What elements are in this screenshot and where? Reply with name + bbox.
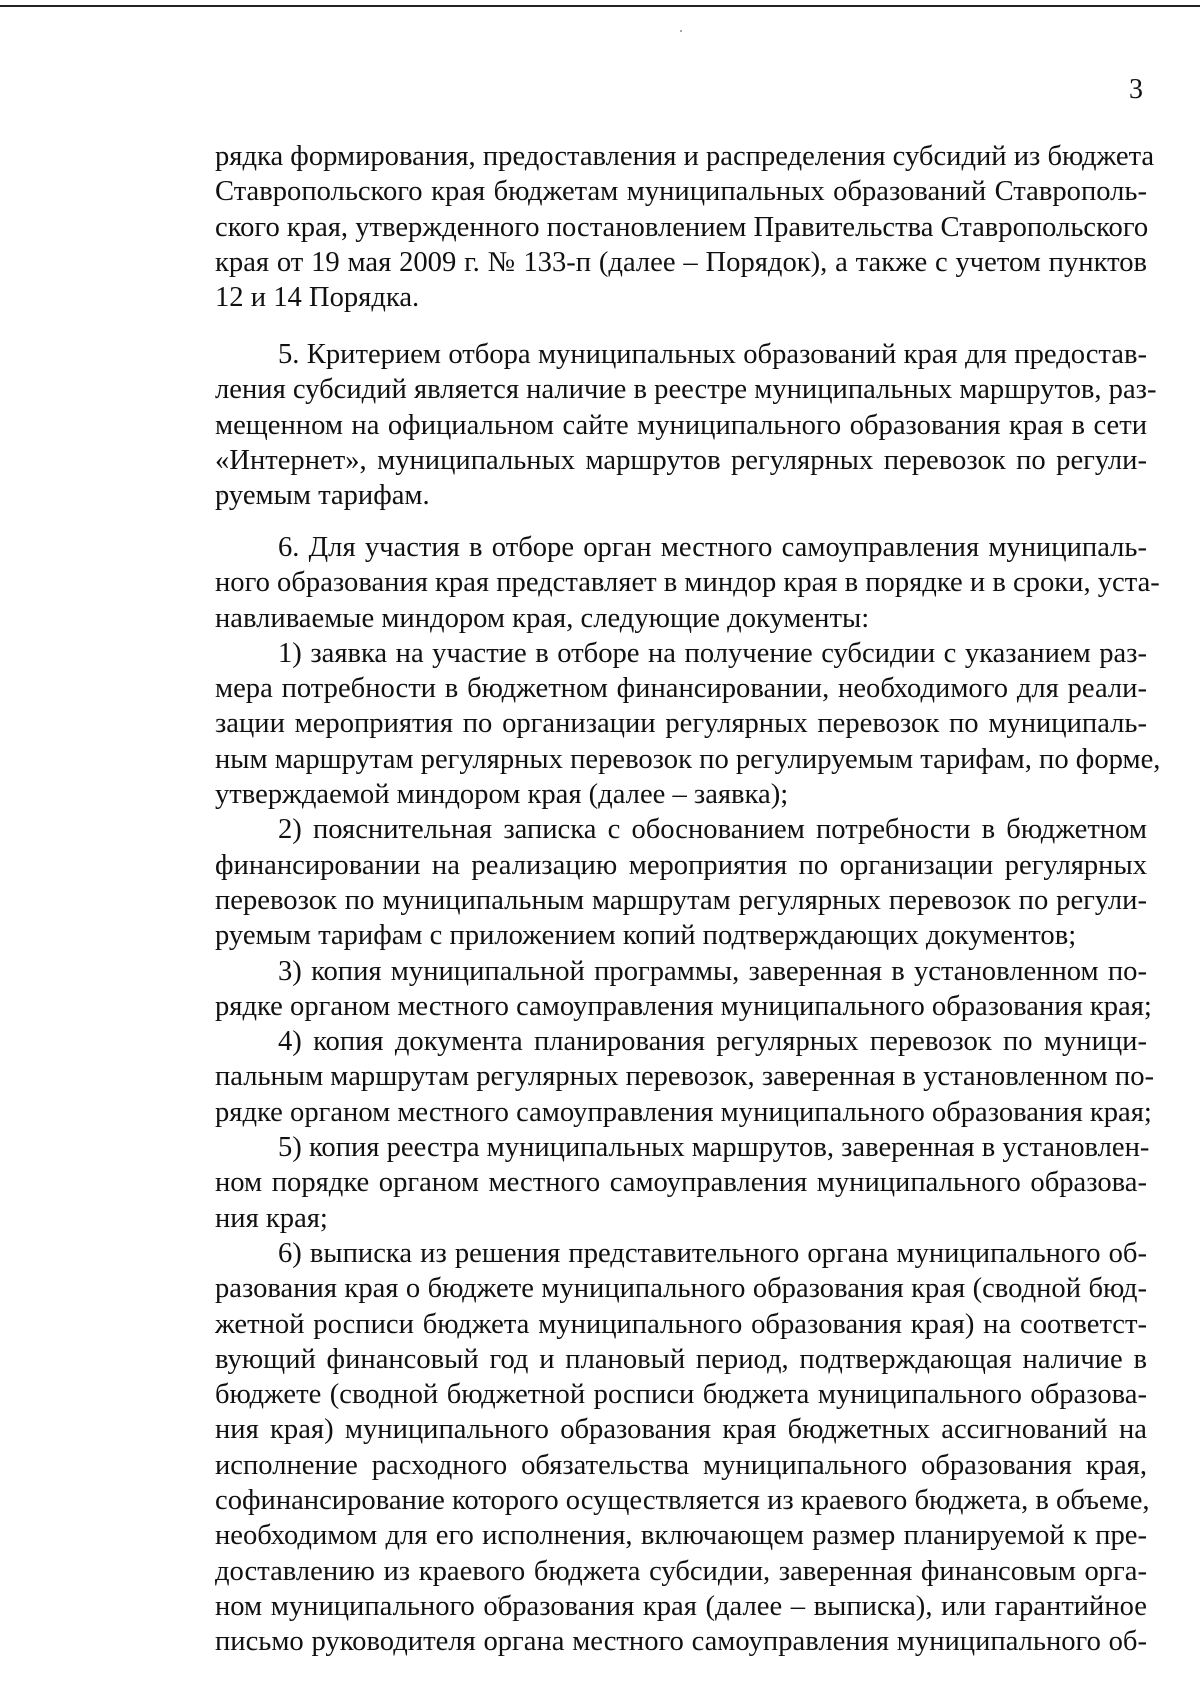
text-line: ного образования края представляет в миндор края в порядке и в сроки, уста-: [215, 567, 1160, 599]
text-line: руемым тарифам с приложением копий подтверждающих документов;: [215, 920, 1077, 952]
text-line: края от 19 мая 2009 г. № 133-п (далее – Порядок), а также с учетом пунктов: [215, 246, 1147, 278]
text-line: рядке органом местного самоуправления муниципального образования края;: [215, 1096, 1152, 1128]
text-line: ном порядке органом местного самоуправления муниципального образова-: [215, 1167, 1147, 1199]
text-line: 3) копия муниципальной программы, заверенная в установленном по-: [278, 955, 1147, 987]
text-line: перевозок по муниципальным маршрутам регулярных перевозок по регули-: [215, 884, 1147, 916]
text-line: навливаемые миндором края, следующие документы:: [215, 602, 870, 634]
list-item-document-2: [215, 812, 1147, 953]
text-line: письмо руководителя органа местного самоуправления муниципального об-: [215, 1626, 1147, 1658]
scan-speck: [680, 30, 682, 32]
list-item-document-5: [215, 1130, 1150, 1236]
text-line: «Интернет», муниципальных маршрутов регулярных перевозок по регули-: [215, 444, 1147, 476]
text-line: ным маршрутам регулярных перевозок по регулируемым тарифам, по форме,: [215, 743, 1161, 775]
text-line: 6. Для участия в отборе орган местного самоуправления муниципаль-: [278, 532, 1147, 563]
text-line: 12 и 14 Порядка.: [215, 282, 420, 314]
text-line: ского края, утвержденного постановлением Правительства Ставропольского: [215, 211, 1149, 243]
text-line: разования края о бюджете муниципального образования края (сводной бюд-: [215, 1273, 1147, 1305]
paragraph-item-5: [215, 337, 1157, 513]
text-line: мещенном на официальном сайте муниципального образования края в сети: [215, 409, 1147, 441]
text-line: жетной росписи бюджета муниципального образования края) на соответст-: [215, 1308, 1147, 1340]
text-line: рядка формирования, предоставления и распределения субсидий из бюджета: [215, 141, 1155, 172]
list-item-document-3: [215, 954, 1152, 1025]
list-item-document-1: [215, 636, 1161, 812]
text-line: 6) выписка из решения представительного органа муниципального об-: [278, 1237, 1147, 1269]
list-item-document-4: [215, 1024, 1155, 1130]
page-number: 3: [1129, 74, 1143, 105]
paragraph-continuation: [215, 139, 1155, 315]
text-line: мера потребности в бюджетном финансировании, необходимого для реали-: [215, 673, 1147, 705]
text-line: 5) копия реестра муниципальных маршрутов, заверенная в установлен-: [278, 1132, 1150, 1164]
text-line: рядке органом местного самоуправления муниципального образования края;: [215, 990, 1152, 1022]
text-line: 5. Критерием отбора муниципальных образований края для предостав-: [278, 339, 1147, 370]
text-line: софинансирование которого осуществляется из краевого бюджета, в объеме,: [215, 1485, 1150, 1517]
text-line: зации мероприятия по организации регулярных перевозок по муниципаль-: [215, 708, 1147, 740]
text-line: руемым тарифам.: [215, 480, 430, 512]
text-line: 2) пояснительная записка с обоснованием потребности в бюджетном: [278, 814, 1147, 846]
text-line: ном муниципального образования края (далее – выписка), или гарантийное: [215, 1590, 1147, 1622]
paragraph-item-6-block: [215, 530, 1161, 1660]
text-line: пальным маршрутам регулярных перевозок, заверенная в установленном по-: [215, 1061, 1155, 1093]
text-line: исполнение расходного обязательства муниципального образования края,: [215, 1449, 1147, 1481]
text-line: ния края;: [215, 1202, 328, 1234]
page-top-edge-rule: [0, 5, 1200, 7]
paragraph-item-6: [215, 530, 1160, 636]
text-line: утверждаемой миндором края (далее – заявка);: [215, 779, 789, 811]
text-line: Ставропольского края бюджетам муниципальных образований Ставрополь-: [215, 176, 1147, 208]
text-line: доставлению из краевого бюджета субсидии, заверенная финансовым орга-: [215, 1555, 1147, 1587]
text-line: вующий финансовый год и плановый период, подтверждающая наличие в: [215, 1343, 1147, 1375]
text-line: финансировании на реализацию мероприятия по организации регулярных: [215, 849, 1147, 881]
text-line: ления субсидий является наличие в реестре муниципальных маршрутов, раз-: [215, 374, 1157, 406]
text-line: необходимом для его исполнения, включающем размер планируемой к пре-: [215, 1520, 1147, 1552]
text-line: 4) копия документа планирования регулярных перевозок по муници-: [278, 1026, 1147, 1058]
text-line: ния края) муниципального образования края бюджетных ассигнований на: [215, 1414, 1147, 1446]
text-line: 1) заявка на участие в отборе на получение субсидии с указанием раз-: [278, 637, 1147, 669]
list-item-document-6: [215, 1236, 1150, 1660]
text-line: бюджете (сводной бюджетной росписи бюджета муниципального образова-: [215, 1379, 1147, 1411]
